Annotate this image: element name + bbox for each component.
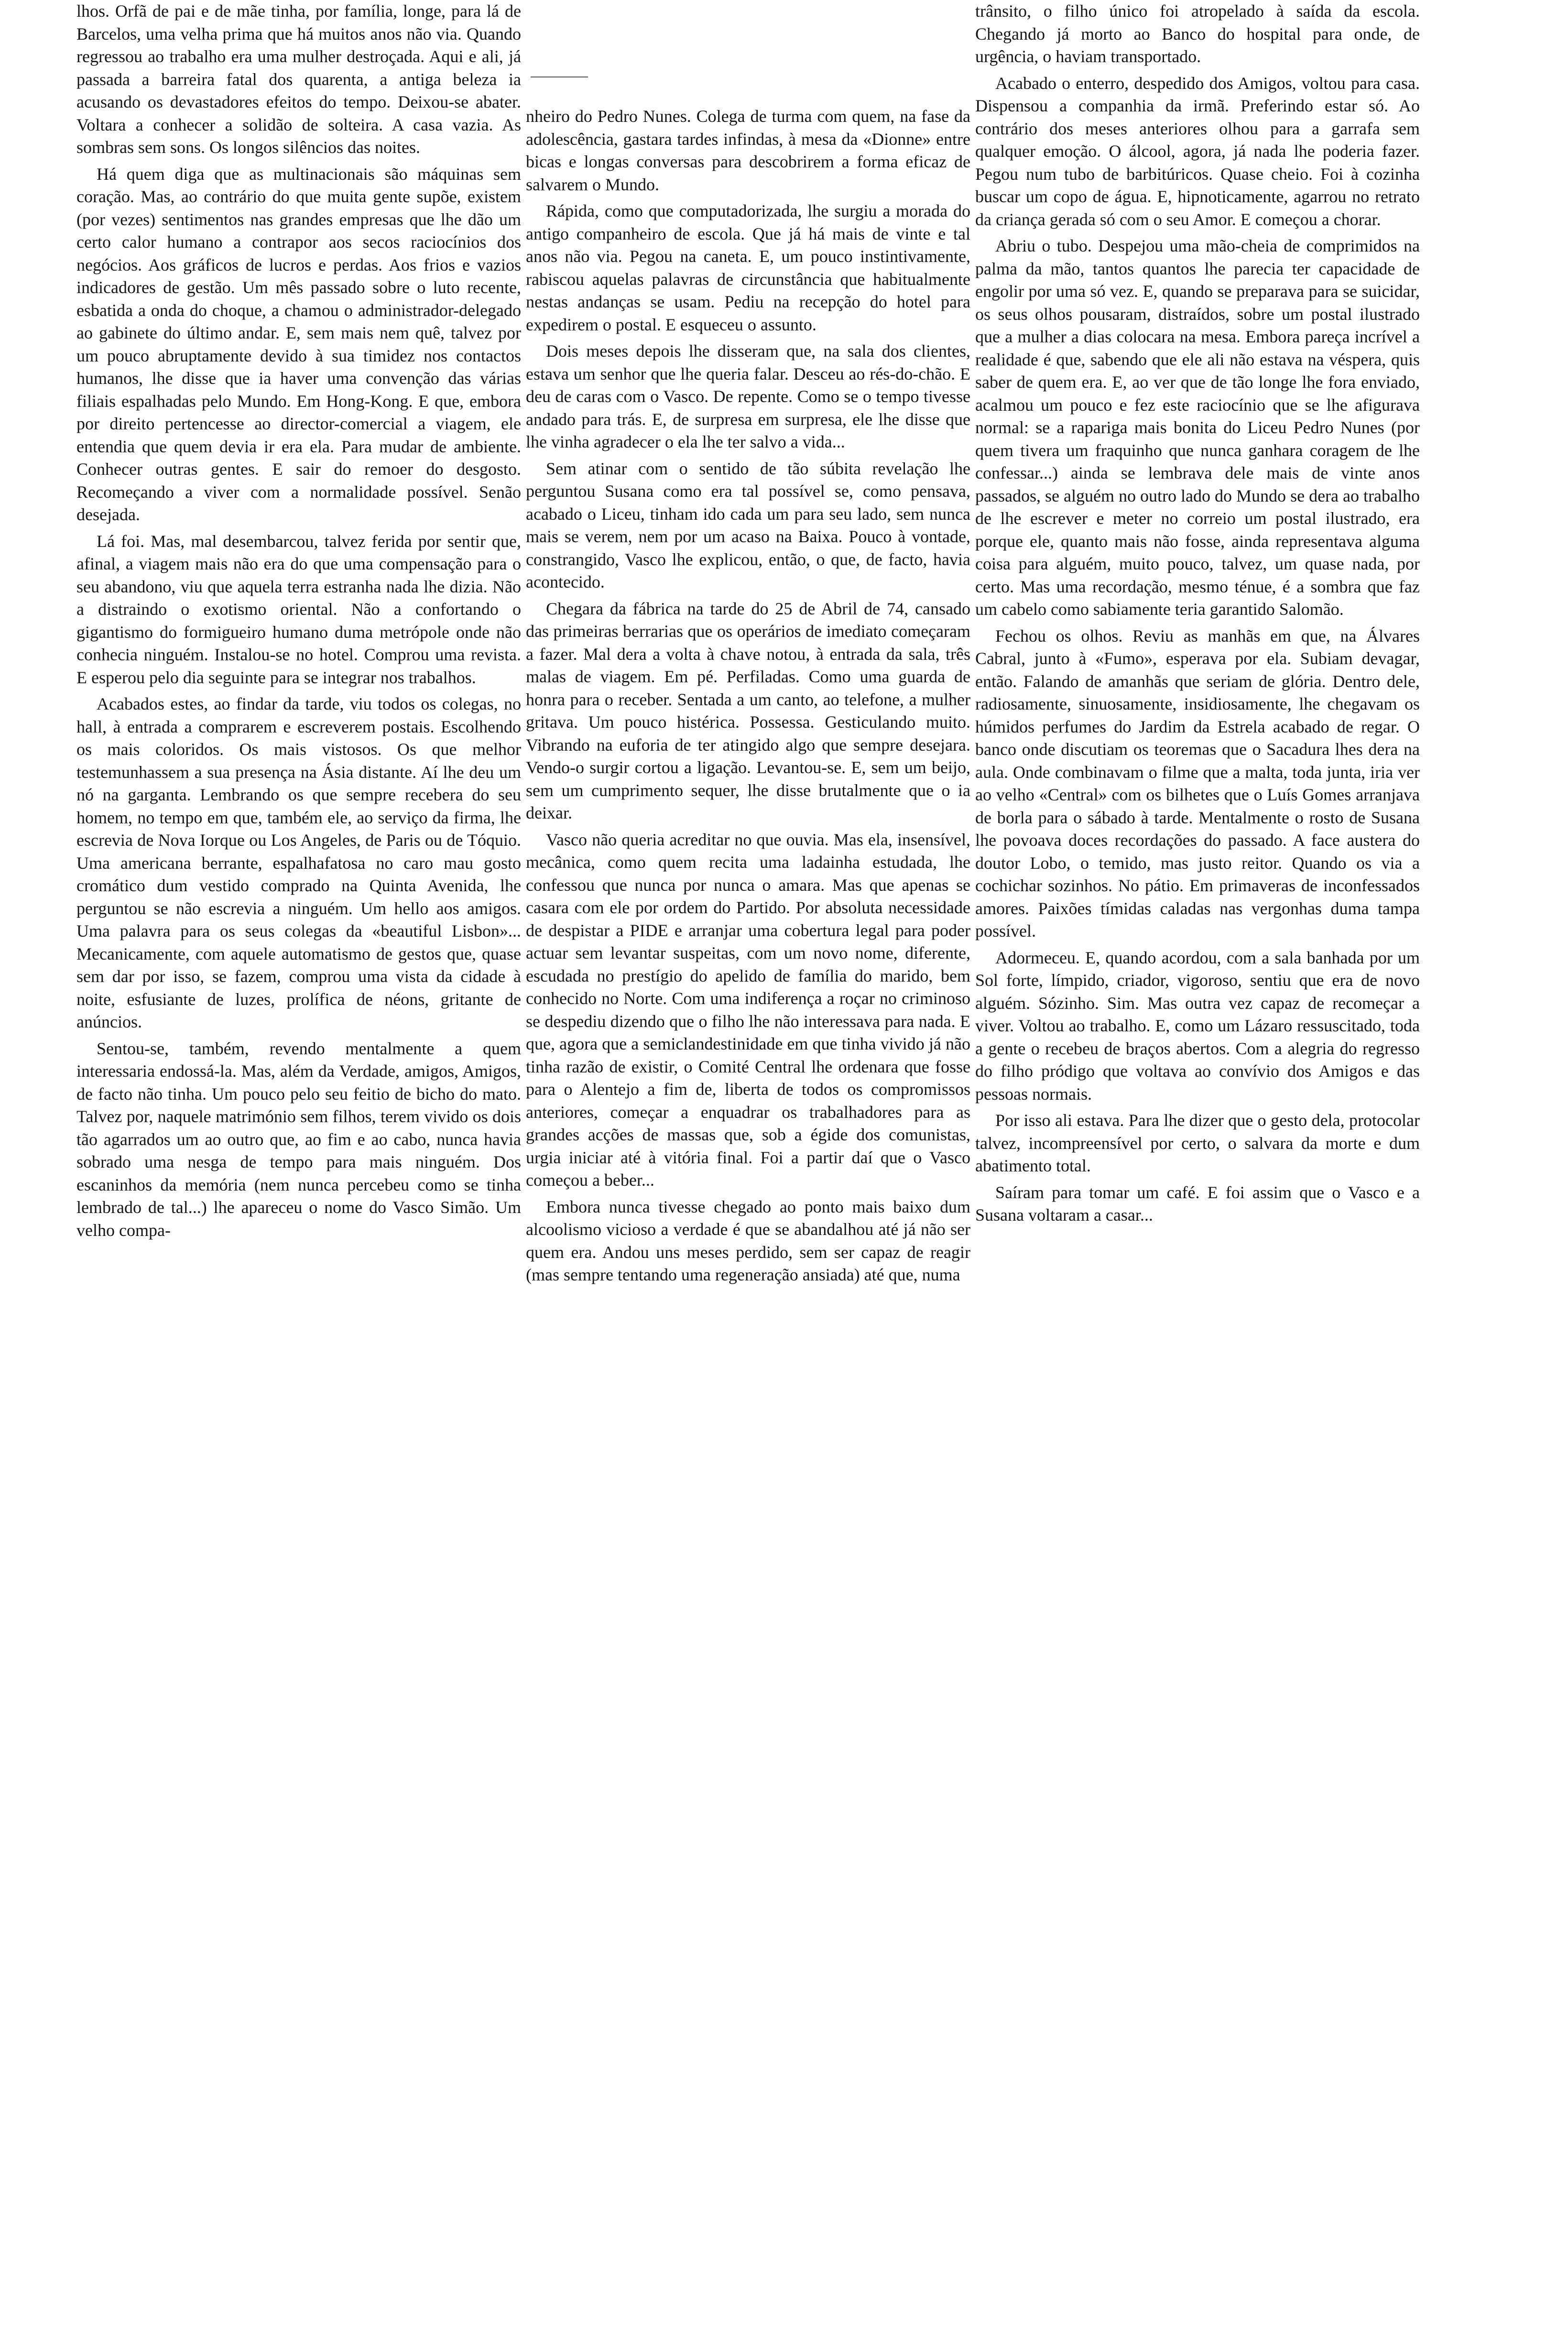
paragraph: Dois meses depois lhe disseram que, na sala dos clientes, estava um senhor que lhe queria falar. Desceu ao rés-do-chão. E deu de caras com o Vasco. De repente. Como se o tempo tivesse andado para trás. E, de surpresa em surpresa, ele lhe disse que lhe vinha agradecer o ela lhe ter salvo a vida... — [526, 341, 970, 451]
paragraph: Adormeceu. E, quando acordou, com a sala banhada por um Sol forte, límpido, criador, vigoroso, sentiu que era de novo alguém. Sózinho. Sim. Mas outra vez capaz de recomeçar a viver. Voltou ao trabalho. E, como um Lázaro ressuscitado, toda a gente o recebeu de braços abertos. Com a alegria do regresso do filho pródigo que voltava ao convívio dos Amigos e das pessoas normais. — [975, 948, 1420, 1104]
paragraph: Sem atinar com o sentido de tão súbita revelação lhe perguntou Susana como era tal possível se, como pensava, acabado o Liceu, tinham ido cada um para seu lado, sem nunca mais se verem, nem por um acaso na Baixa. Pouco à vontade, constrangido, Vasco lhe explicou, então, o que, de facto, havia acontecido. — [526, 459, 970, 591]
article-column-1 — [76, 0, 521, 2234]
paragraph: Vasco não queria acreditar no que ouvia. Mas ela, insensível, mecânica, como quem recita uma ladainha estudada, lhe confessou que nunca por nunca o amara. Mas que apenas se casara com ele por ordem do Partido. Por absoluta necessidade de despistar a PIDE e arranjar uma cobertura legal para poder actuar sem levantar suspeitas, com um novo nome, diferente, escudada no prestígio do apelido de família do marido, bem conhecido no Norte. Com uma indiferença a roçar no criminoso se despediu dizendo que o filho lhe não interessava para nada. E que, agora que a semiclandestinidade em que tinha vivido já não tinha razão de existir, o Comité Central lhe ordenara que fosse para o Alentejo a fim de, liberta de todos os compromissos anteriores, começar a enquadrar os trabalhadores para as grandes acções de massas que, sob a égide dos comunistas, urgia iniciar até à vitória final. Foi a partir daí que o Vasco começou a beber... — [526, 830, 970, 1190]
paragraph: Embora nunca tivesse chegado ao ponto mais baixo dum alcoolismo vicioso a verdade é que se abandalhou até já não ser quem era. Andou uns meses perdido, sem ser capaz de reagir (mas sempre tentando uma regeneração ansiada) até que, numa — [526, 1197, 970, 1284]
paragraph: Abriu o tubo. Despejou uma mão-cheia de comprimidos na palma da mão, tantos quantos lhe parecia ter capacidade de engolir por uma só vez. E, quando se preparava para se suicidar, os seus olhos pousaram, distraídos, sobre um postal ilustrado que a mulher a dias colocara na mesa. Embora pareça incrível a realidade é que, sabendo que ele ali não estava na véspera, quis saber de quem era. E, ao ver que de tão longe lhe fora enviado, acalmou um pouco e fez este raciocínio que se lhe afigurava normal: se a rapariga mais bonita do Liceu Pedro Nunes (por quem tivera um fraquinho que nunca ganhara coragem de lhe confessar...) ainda se lembrava dele mais de vinte anos passados, se alguém no outro lado do Mundo se dera ao trabalho de lhe escrever e meter no correio um postal ilustrado, era porque ele, quanto mais não fosse, ainda representava alguma coisa para alguém, muito pouco, talvez, um quase nada, por certo. Mas uma recordação, mesmo ténue, é a sombra que faz um cabelo como sabiamente teria garantido Salomão. — [975, 236, 1420, 619]
paragraph: nheiro do Pedro Nunes. Colega de turma com quem, na fase da adolescência, gastara tardes infindas, à mesa da «Dionne» entre bicas e longas conversas para descobrirem a forma eficaz de salvarem o Mundo. — [526, 107, 970, 194]
paragraph: trânsito, o filho único foi atropelado à saída da escola. Chegando já morto ao Banco do hospital para onde, de urgência, o haviam transportado. — [975, 1, 1420, 66]
paragraph: Fechou os olhos. Reviu as manhãs em que, na Álvares Cabral, junto à «Fumo», esperava por ela. Subiam devagar, então. Falando de amanhãs que seriam de glória. Dentro dele, radiosamente, sinuosamente, insidiosamente, lhe chegavam os húmidos perfumes do Jardim da Estrela acabado de regar. O banco onde discutiam os teoremas que o Sacadura lhes dera na aula. Onde combinavam o filme que a malta, toda junta, iria ver ao velho «Central» com os bilhetes que o Luís Gomes arranjava de borla para o sábado à tarde. Mentalmente o rosto de Susana lhe povoava doces recordações do passado. A face austera do doutor Lobo, o temido, mas justo reitor. Quando os via a cochichar sozinhos. No pátio. Em primaveras de inconfessados amores. Paixões tímidas caladas nas vergonhas duma tampa possível. — [975, 626, 1420, 940]
paragraph: lhos. Orfã de pai e de mãe tinha, por família, longe, para lá de Barcelos, uma velha prima que há muitos anos não via. Quando regressou ao trabalho era uma mulher destroçada. Aqui e ali, já passada a barreira fatal dos quarenta, a antiga beleza ia acusando os devastadores efeitos do tempo. Deixou-se abater. Voltara a conhecer a solidão de solteira. A casa vazia. As sombras sem sons. Os longos silêncios das noites. — [76, 1, 521, 157]
article-column-3 — [975, 0, 1420, 2234]
paragraph: Acabado o enterro, despedido dos Amigos, voltou para casa. Dispensou a companhia da irmã. Preferindo estar só. Ao contrário dos meses anteriores olhou para a garrafa sem qualquer emoção. O álcool, agora, já nada lhe poderia fazer. Pegou num tubo de barbitúricos. Quase cheio. Foi à cozinha buscar um copo de água. E, hipnoticamente, agarrou no retrato da criança gerada só com o seu Amor. E começou a chorar. — [975, 73, 1420, 229]
paragraph: Por isso ali estava. Para lhe dizer que o gesto dela, protocolar talvez, incompreensível por certo, o salvara da morte e dum abatimento total. — [975, 1111, 1420, 1175]
article-column-2 — [526, 0, 970, 2339]
paragraph: Há quem diga que as multinacionais são máquinas sem coração. Mas, ao contrário do que muita gente supõe, existem (por vezes) sentimentos nas grandes empresas que lhe dão um certo calor humano a contrapor aos secos raciocínios dos negócios. Aos gráficos de lucros e perdas. Aos frios e vazios indicadores de gestão. Um mês passado sobre o luto recente, esbatida a onda do choque, a chamou o administrador-delegado ao gabinete do último andar. E, sem mais nem quê, talvez por um pouco abruptamente devido à sua timidez nos contactos humanos, lhe disse que ia haver uma convenção das várias filiais espalhadas pelo Mundo. Em Hong-Kong. E que, embora por direito pertencesse ao director-comercial a viagem, ele entendia que quem devia ir era ela. Para mudar de ambiente. Conhecer outras gentes. E sair do remoer do desgosto. Recomeçando a viver com a normalidade possível. Senão desejada. — [76, 164, 521, 524]
paragraph: Saíram para tomar um café. E foi assim que o Vasco e a Susana voltaram a casar... — [975, 1182, 1420, 1224]
paragraph: Acabados estes, ao findar da tarde, viu todos os colegas, no hall, à entrada a comprarem e escreverem postais. Escolhendo os mais coloridos. Os mais vistosos. Os que melhor testemunhassem a sua presença na Ásia distante. Aí lhe deu um nó na garganta. Lembrando os que sempre recebera do seu homem, no tempo em que, também ele, ao serviço da firma, lhe escrevia de Nova Iorque ou Los Angeles, de Paris ou de Tóquio. Uma americana berrante, espalhafatosa no caro mau gosto cromático dum vestido comprado na Quinta Avenida, lhe perguntou se não escrevia a ninguém. Um hello aos amigos. Uma palavra para os seus colegas da «beautiful Lisbon»... Mecanicamente, com aquele automatismo de gestos que, quase sem dar por isso, se fazem, comprou uma vista da cidade à noite, esfusiante de luzes, prolífica de néons, gritante de anúncios. — [76, 694, 521, 1031]
paragraph: Rápida, como que computadorizada, lhe surgiu a morada do antigo companheiro de escola. Que já há mais de vinte e tal anos não via. Pegou na caneta. E, um pouco instintivamente, rabiscou aquelas palavras de circunstância que habitualmente nestas andanças se usam. Pediu na recepção do hotel para expedirem o postal. E esqueceu o assunto. — [526, 201, 970, 334]
paragraph: Sentou-se, também, revendo mentalmente a quem interessaria endossá-la. Mas, além da Verdade, amigos, Amigos, de facto não tinha. Um pouco pelo seu feitio de bicho do mato. Talvez por, naquele matrimónio sem filhos, terem vivido os dois tão agarrados um ao outro que, ao fim e ao cabo, nunca havia sobrado uma nesga de tempo para mais ninguém. Dos escaninhos da memória (nem nunca percebeu como se tinha lembrado de tal...) lhe apareceu o nome do Vasco Simão. Um velho compa- — [76, 1038, 521, 1240]
paragraph: Chegara da fábrica na tarde do 25 de Abril de 74, cansado das primeiras berrarias que os operários de imediato começaram a fazer. Mal dera a volta à chave notou, à entrada da sala, três malas de viagem. Em pé. Perfiladas. Como uma guarda de honra para o receber. Sentada a um canto, ao telefone, a mulher gritava. Um pouco histérica. Possessa. Gesticulando muito. Vibrando na euforia de ter atingido algo que sempre desejara. Vendo-o surgir cortou a ligação. Levantou-se. E, sem um beijo, sem um cumprimento sequer, lhe disse brutalmente que o ia deixar. — [526, 599, 970, 822]
paragraph: Lá foi. Mas, mal desembarcou, talvez ferida por sentir que, afinal, a viagem mais não era do que uma compensação para o seu abandono, viu que aquela terra estranha nada lhe dizia. Não a distraindo o exotismo oriental. Não a confortando o gigantismo do formigueiro humano duma metrópole onde não conhecia ninguém. Instalou-se no hotel. Comprou uma revista. E esperou pelo dia seguinte para se integrar nos trabalhos. — [76, 531, 521, 687]
